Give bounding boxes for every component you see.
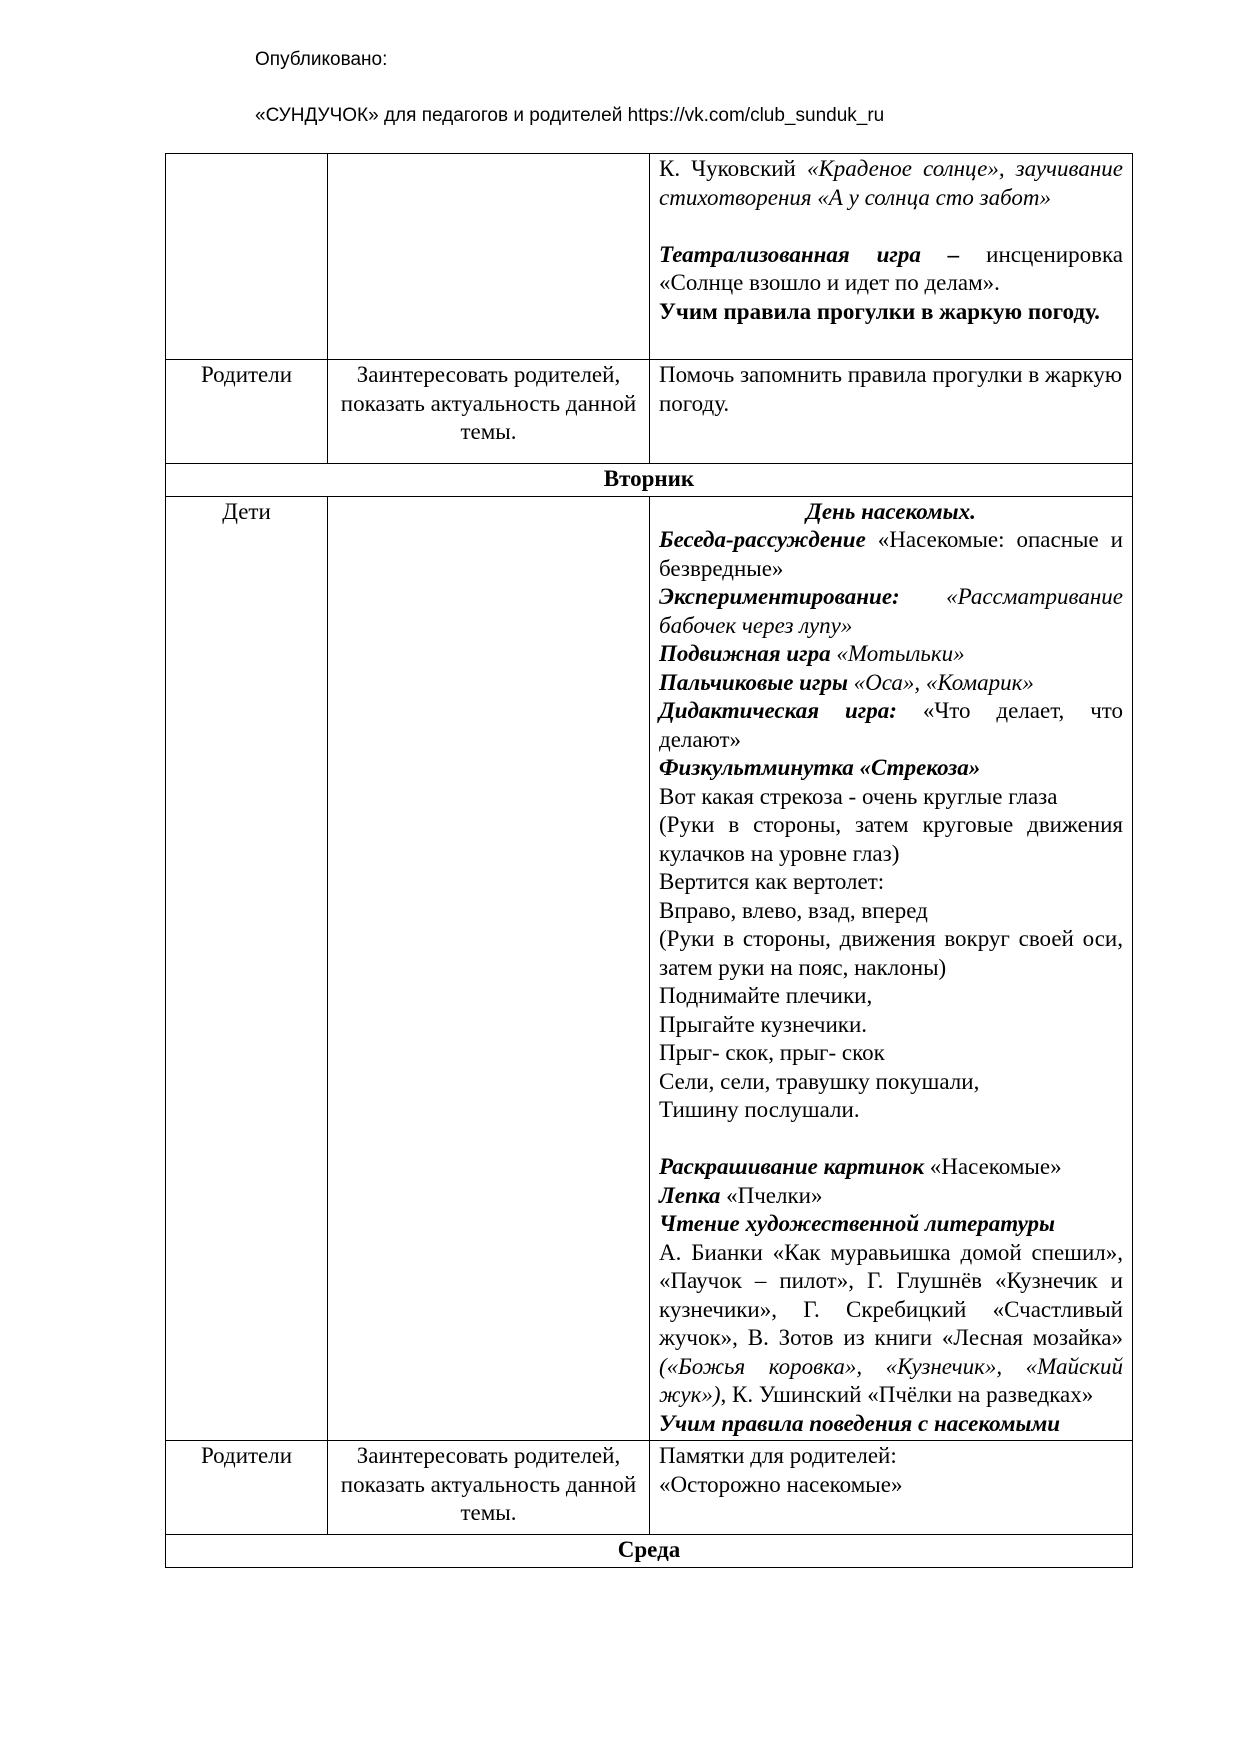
table-row bbox=[166, 1441, 1133, 1535]
table-cell bbox=[328, 154, 650, 360]
table-cell bbox=[328, 496, 650, 1441]
day-heading: Вторник bbox=[166, 464, 1133, 497]
memo-title: Памятки для родителей: bbox=[659, 1443, 897, 1468]
page-header bbox=[255, 48, 884, 128]
role-cell: Родители bbox=[166, 360, 328, 464]
plan-table bbox=[165, 153, 1133, 1568]
list-item: Раскрашивание картинок «Насекомые» bbox=[659, 1154, 1062, 1179]
role-cell: Родители bbox=[166, 1441, 328, 1535]
reading-item: К. Чуковский «Краденое солнце», заучивание стихотворения «А у солнца сто забот» bbox=[659, 156, 1123, 210]
theatre-game: Театрализованная игра – инсценировка «Солнце взошло и идет по делам». bbox=[659, 241, 1123, 295]
published-label: Опубликовано: bbox=[255, 49, 388, 70]
activity-cell: Помочь запомнить правила прогулки в жаркую погоду. bbox=[650, 360, 1133, 464]
poem-line: Поднимайте плечики, bbox=[659, 983, 873, 1008]
list-item: Пальчиковые игры «Оса», «Комарик» bbox=[659, 669, 1034, 695]
poem-line: Тишину послушали. bbox=[659, 1097, 860, 1122]
poem-line: Вот какая стрекоза - очень круглые глаза bbox=[659, 783, 1058, 809]
goal-cell: Заинтересовать родителей, показать актуальность данной темы. bbox=[328, 360, 650, 464]
poem-line: Сели, сели, травушку покушали, bbox=[659, 1068, 980, 1094]
poem-line: Вертится как вертолет: bbox=[659, 869, 885, 894]
activity-cell bbox=[650, 1441, 1133, 1535]
list-item: Физкультминутка «Стрекоза» bbox=[659, 755, 981, 780]
poem-line: Прыгайте кузнечики. bbox=[659, 1011, 868, 1037]
poem-line: Прыг- скок, прыг- скок bbox=[659, 1040, 885, 1065]
list-item: Подвижная игра «Мотыльки» bbox=[659, 641, 965, 666]
list-item: Экспериментирование: «Рассматривание бабочек через лупу» bbox=[659, 584, 1123, 638]
table-row bbox=[166, 360, 1133, 464]
day-heading: Среда bbox=[166, 1535, 1133, 1568]
poem-line: (Руки в стороны, движения вокруг своей оси, затем руки на пояс, наклоны) bbox=[659, 926, 1123, 980]
goal-cell: Заинтересовать родителей, показать актуальность данной темы. bbox=[328, 1441, 650, 1535]
reading-list: А. Бианки «Как муравьишка домой спешил», «Паучок – пилот», Г. Глушнёв «Кузнечик и кузнечики», Г. Скребицкий «Счастливый жучок», В. Зотов из книги «Лесная мозайка» («Божья коровка», «Кузнечик», «Майский жук»), К. Ушинский «Пчёлки на разведках» bbox=[659, 1239, 1123, 1407]
table-row bbox=[166, 496, 1133, 1441]
role-cell: Дети bbox=[166, 496, 328, 1441]
table-cell bbox=[166, 154, 328, 360]
memo-name: «Осторожно насекомые» bbox=[659, 1471, 903, 1497]
walk-rules: Учим правила прогулки в жаркую погоду. bbox=[659, 298, 1100, 324]
poem-line: (Руки в стороны, затем круговые движения кулачков на уровне глаз) bbox=[659, 812, 1123, 866]
list-item: Дидактическая игра: «Что делает, что делают» bbox=[659, 698, 1124, 752]
day-theme: День насекомых. bbox=[806, 498, 976, 524]
table-cell bbox=[650, 154, 1133, 360]
list-item: Беседа-рассуждение «Насекомые: опасные и безвредные» bbox=[659, 527, 1123, 581]
table-row bbox=[166, 154, 1133, 360]
list-item: Лепка «Пчелки» bbox=[659, 1182, 823, 1208]
day-row bbox=[166, 1535, 1133, 1568]
poem-line: Вправо, влево, взад, вперед bbox=[659, 897, 928, 923]
list-item: Чтение художественной литературы bbox=[659, 1211, 1055, 1236]
day-row bbox=[166, 464, 1133, 497]
source-line: «СУНДУЧОК» для педагогов и родителей https://vk.com/club_sunduk_ru bbox=[255, 105, 885, 126]
list-item: Учим правила поведения с насекомыми bbox=[659, 1410, 1060, 1436]
activity-cell bbox=[650, 496, 1133, 1441]
